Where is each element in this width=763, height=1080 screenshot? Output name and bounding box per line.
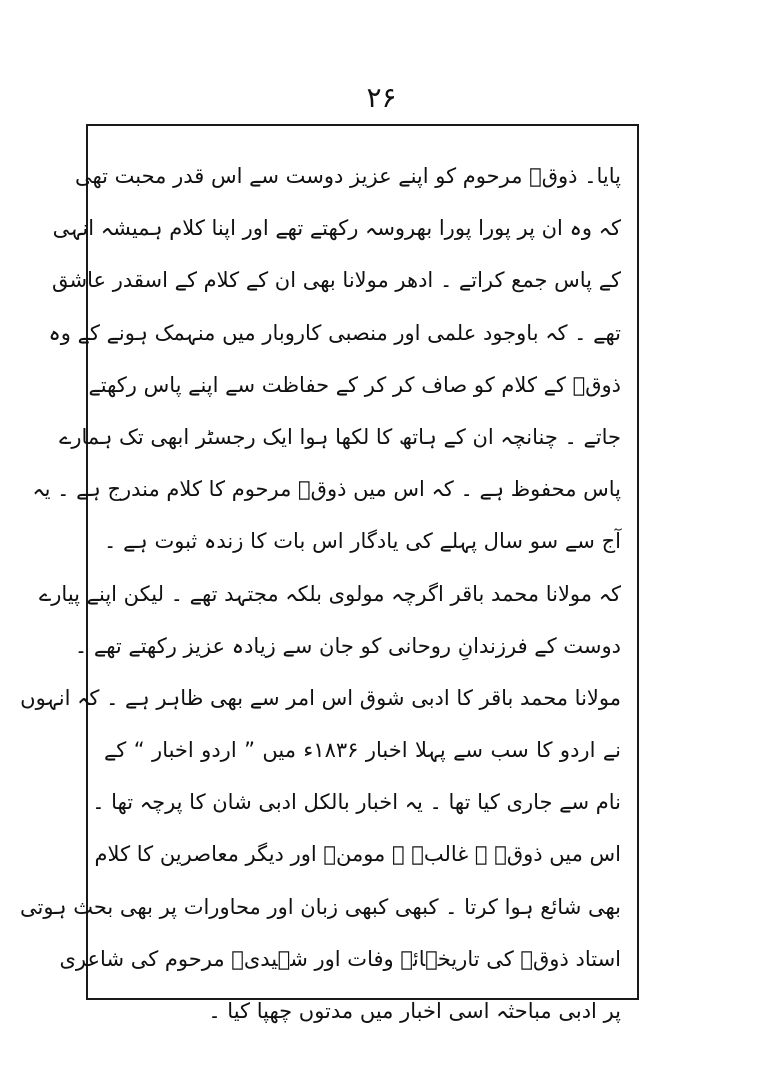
text-line: کہ مولانا محمد باقر اگرچہ مولوی بلکہ مجتہد تھے ۔ لیکن اپنے پیارے [38, 581, 621, 606]
text-body [20, 150, 621, 1037]
text-line: نام سے جاری کیا تھا ۔ یہ اخبار بالکل ادبی شان کا پرچہ تھا ۔ [92, 790, 621, 815]
text-line: ذوقؔ کے کلام کو صاف کر کر کے حفاظت سے اپنے پاس رکھتے [88, 372, 621, 397]
page-number: ۲۶ [366, 81, 397, 114]
text-line: تھے ۔ کہ باوجود علمی اور منصبی کاروبار میں منہمک ہونے کے وہ [48, 320, 621, 345]
text-frame [20, 124, 639, 1023]
text-line: پایا۔ ذوقؔ مرحوم کو اپنے عزیز دوست سے اس قدر محبت تھی [74, 164, 621, 188]
text-line: آج سے سو سال پہلے کی یادگار اس بات کا زندہ ثبوت ہے ۔ [104, 529, 621, 554]
text-line: استاد ذوقؔ کی تاریخہائے وفات اور شہیدیؔ مرحوم کی شاعری [59, 946, 621, 971]
text-line: بھی شائع ہوا کرتا ۔ کبھی کبھی زبان اور محاورات پر بھی بحث ہوتی [20, 894, 621, 919]
text-line: جاتے ۔ چنانچہ ان کے ہاتھ کا لکھا ہوا ایک رجسٹر ابھی تک ہمارے [59, 424, 621, 449]
text-line: دوست کے فرزندانِ روحانی کو جان سے زیادہ عزیز رکھتے تھے ۔ [74, 633, 621, 658]
text-line: کے پاس جمع کراتے ۔ ادھر مولانا بھی ان کے کلام کے اسقدر عاشق [52, 268, 621, 293]
text-line: مولانا محمد باقر کا ادبی شوق اس امر سے بھی ظاہر ہے ۔ کہ انہوں [20, 685, 621, 710]
text-line: پر ادبی مباحثہ اسی اخبار میں مدتوں چھپا کیا ۔ [208, 999, 621, 1023]
text-line: نے اردو کا سب سے پہلا اخبار ۱۸۳۶ء میں ” اردو اخبار “ کے [104, 738, 621, 763]
text-line: اس میں ذوقؔ ۔ غالبؔ ۔ مومنؔ اور دیگر معاصرین کا کلام [94, 842, 621, 867]
text-line: پاس محفوظ ہے ۔ کہ اس میں ذوقؔ مرحوم کا کلام مندرج ہے ۔ یہ [32, 477, 621, 502]
text-line: کہ وہ ان پر پورا پورا بھروسہ رکھتے تھے اور اپنا کلام ہمیشہ انہی [52, 216, 621, 241]
